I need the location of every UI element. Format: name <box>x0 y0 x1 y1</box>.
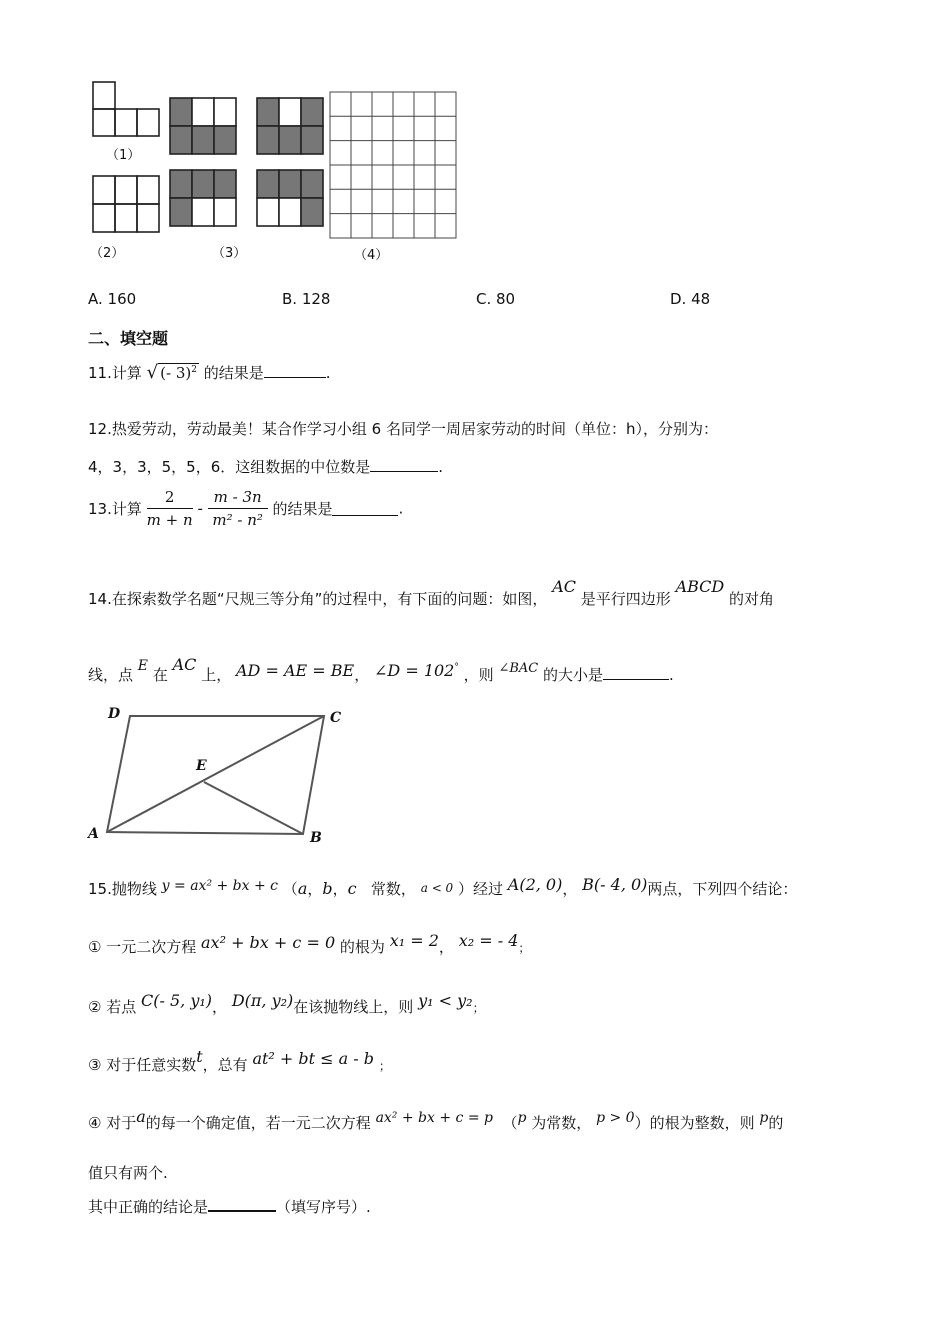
q15-s4-p2: p <box>759 1110 769 1126</box>
option-d: D. 48 <box>670 290 711 308</box>
q13-post: 的结果是 <box>272 500 333 518</box>
q15-s2-comma: ， <box>212 998 228 1016</box>
q13-pre: 计算 <box>111 500 142 518</box>
q15-s4-mid1: 的每一个确定值，若一元二次方程 <box>145 1114 371 1132</box>
question-12-line2 <box>88 456 443 477</box>
q15-s2-end: ； <box>472 1001 485 1015</box>
q15-paren-b: ）经过 <box>457 880 503 898</box>
q15-number: 15. <box>88 880 112 898</box>
q11-end: . <box>325 364 331 382</box>
q15-s4-p: p <box>517 1110 527 1126</box>
option-a: A. 160 <box>88 290 137 308</box>
q15-s1-end: ； <box>518 941 531 955</box>
label-d: D <box>108 706 121 722</box>
q15-s4-condition: p > 0 <box>596 1110 635 1126</box>
q15-answer-post: （填写序号）. <box>276 1198 371 1216</box>
caption-4: （4） <box>354 248 389 263</box>
q15-s3-mid: ，总有 <box>202 1056 248 1074</box>
q14-ac-2: AC <box>172 655 197 674</box>
q15-answer-pre: 其中正确的结论是 <box>88 1198 209 1216</box>
q12-line2: 4，3，3，5，5，6．这组数据的中位数是 <box>88 458 371 476</box>
q14-ac-1: AC <box>552 577 576 596</box>
q15-s1-equation: ax² + bx + c = 0 <box>201 933 336 952</box>
question-11 <box>88 362 331 383</box>
q15-s4-paren: （ <box>502 1114 518 1132</box>
q13-f1-num: 2 <box>147 488 193 509</box>
question-14-line1 <box>88 577 775 609</box>
q14-angle-d-text: ∠D = 102 <box>374 661 455 680</box>
q14-blank[interactable] <box>603 665 669 680</box>
q15-statement-3 <box>88 1047 391 1075</box>
question-14-line2 <box>88 655 674 685</box>
q14-degree: ° <box>454 662 459 673</box>
label-a: A <box>88 826 99 842</box>
q14-angle-bac: ∠BAC <box>498 661 539 676</box>
q14-e: E <box>137 658 149 674</box>
q15-paren-a: （ <box>282 880 298 898</box>
caption-2: （2） <box>90 246 125 261</box>
q15-s4-equation: ax² + bx + c = p <box>375 1110 493 1126</box>
q15-s1-root2: x₂ = - 4 <box>458 931 519 950</box>
q15-s4-a: a <box>136 1107 146 1126</box>
q15-s1-pre: ① 一元二次方程 <box>88 938 197 956</box>
q13-end: . <box>398 499 404 518</box>
label-b: B <box>310 830 322 846</box>
q15-answer <box>88 1196 371 1217</box>
q15-blank[interactable] <box>208 1196 276 1212</box>
q15-comma-3: ， <box>562 880 578 898</box>
q13-fraction-2 <box>208 488 268 529</box>
q15-s3-t: t <box>196 1047 203 1066</box>
q15-s4-line2: 值只有两个. <box>88 1164 168 1182</box>
q14-number: 14. <box>88 590 112 608</box>
q15-point-b: B(- 4, 0) <box>582 875 648 894</box>
q14-line2-b: 在 <box>152 666 168 684</box>
q14-comma: ， <box>354 666 370 684</box>
q15-s3-inequality: at² + bt ≤ a - b <box>252 1049 375 1068</box>
q11-exp: 2 <box>191 365 197 375</box>
q15-s3-pre: ③ 对于任意实数 <box>88 1056 197 1074</box>
q15-s2-point-c: C(- 5, y₁) <box>141 991 213 1010</box>
q15-s4-end: 的 <box>768 1114 784 1132</box>
question-15 <box>88 875 798 899</box>
q11-pre: 计算 <box>111 364 142 382</box>
q13-fraction-1 <box>147 488 193 529</box>
q15-s2-inequality: y₁ < y₂ <box>418 991 473 1010</box>
q15-b: b <box>322 879 333 898</box>
q15-statement-4 <box>88 1107 784 1133</box>
q13-f2-den: m² - n² <box>212 511 263 529</box>
q15-s4-mid2: 为常数， <box>531 1114 592 1132</box>
q15-s1-comma: ， <box>438 938 454 956</box>
q14-equation: AD = AE = BE <box>235 661 355 680</box>
q13-number: 13. <box>88 499 112 518</box>
q11-sqrt: √ (- 3)$^2$ <box>146 362 197 383</box>
q15-statement-1 <box>88 931 531 957</box>
q14-line2-e: 的大小是 <box>543 666 604 684</box>
q14-line2-d: ，则 <box>463 666 494 684</box>
q11-post: 的结果是 <box>203 364 264 382</box>
q14-angle-d <box>374 661 459 680</box>
q14-line2-c: 上， <box>201 666 232 684</box>
q14-end: . <box>669 666 674 684</box>
option-c: C. 80 <box>476 290 516 308</box>
caption-3: （3） <box>212 246 247 261</box>
option-b: B. 128 <box>282 290 331 308</box>
question-13 <box>88 488 403 529</box>
section-title: 二、填空题 <box>88 329 169 348</box>
q11-radicand: (- 3) <box>160 364 192 382</box>
q15-statement-4-line2 <box>88 1162 168 1183</box>
q15-comma-2: ， <box>332 880 348 898</box>
q15-s1-root1: x₁ = 2 <box>389 931 439 950</box>
q13-f1-den: m + n <box>146 511 193 529</box>
q12-end: . <box>438 458 444 476</box>
q15-statement-2 <box>88 991 485 1017</box>
label-e: E <box>196 758 207 774</box>
net-figures <box>88 78 468 268</box>
q15-condition: a < 0 <box>420 881 454 895</box>
q15-s4-mid3: ）的根为整数，则 <box>634 1114 755 1132</box>
net-figures-svg <box>88 78 468 268</box>
parallelogram-diagram <box>86 700 356 852</box>
question-12 <box>88 418 718 439</box>
q15-s1-mid: 的根为 <box>339 938 385 956</box>
q15-s2-mid: 在该抛物线上，则 <box>293 998 414 1016</box>
q12-blank[interactable] <box>370 457 438 472</box>
q13-f2-num: m - 3n <box>208 488 268 509</box>
q15-post: 两点，下列四个结论： <box>647 880 798 898</box>
q15-s2-point-d: D(π, y₂) <box>231 991 294 1010</box>
q15-pre: 抛物线 <box>111 880 157 898</box>
q15-point-a: A(2, 0) <box>507 875 563 894</box>
q15-const: 常数， <box>370 880 416 898</box>
q15-comma-1: ， <box>307 880 323 898</box>
q15-c: c <box>347 879 357 898</box>
q11-number: 11. <box>88 364 112 382</box>
q15-s2-pre: ② 若点 <box>88 998 137 1016</box>
q11-blank[interactable] <box>264 363 326 378</box>
q15-a: a <box>297 879 308 898</box>
q15-s4-pre: ④ 对于 <box>88 1114 137 1132</box>
q12-number: 12. <box>88 420 112 438</box>
caption-1: （1） <box>106 148 141 163</box>
q12-line1: 热爱劳动，劳动最美！某合作学习小组 6 名同学一周居家劳动的时间（单位：h），分别为： <box>111 420 718 438</box>
q14-abcd: ABCD <box>675 577 725 596</box>
q14-line1-a: 在探索数学名题“尺规三等分角”的过程中，有下面的问题：如图， <box>111 590 548 608</box>
q13-minus: - <box>197 499 203 518</box>
q15-equation: y = ax² + bx + c <box>161 878 279 894</box>
q15-s3-end: ； <box>378 1059 391 1073</box>
q14-line1-c: 的对角 <box>729 590 775 608</box>
q14-line2-a: 线，点 <box>88 666 134 684</box>
q14-line1-b: 是平行四边形 <box>580 590 671 608</box>
label-c: C <box>330 710 342 726</box>
q13-blank[interactable] <box>332 501 398 516</box>
